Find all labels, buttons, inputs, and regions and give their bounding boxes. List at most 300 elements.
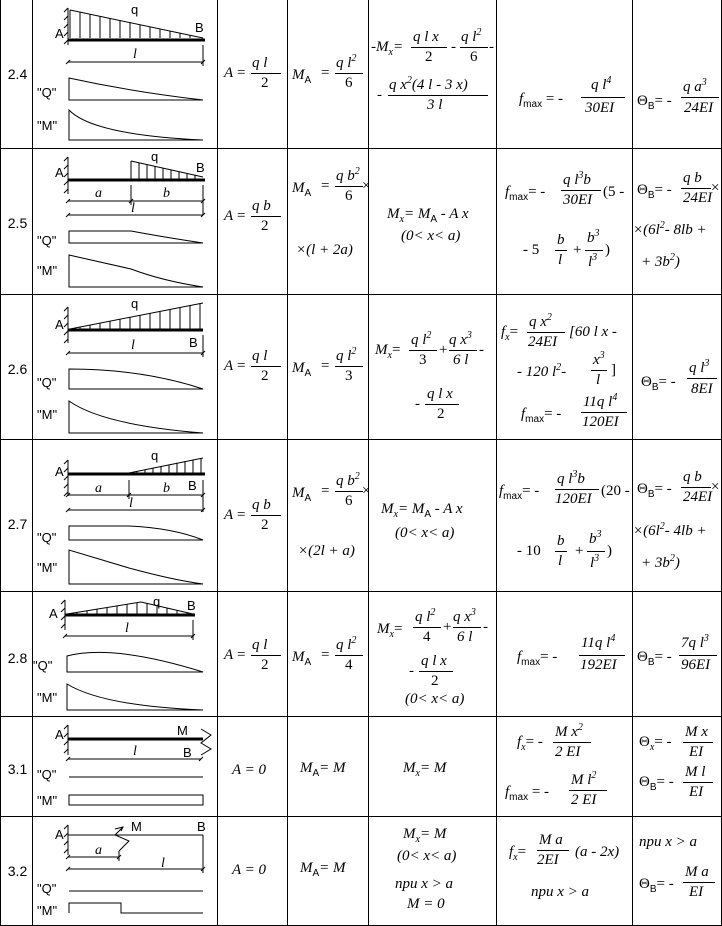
rotation-line1: при x > a bbox=[639, 834, 698, 850]
frac-num: x bbox=[593, 352, 600, 368]
section-moment-sub: x bbox=[415, 834, 420, 845]
fixed-moment-cell bbox=[288, 717, 369, 816]
deflection-sub: x bbox=[521, 742, 526, 753]
deflection-den: 192EI bbox=[580, 657, 617, 673]
end-label-b: B bbox=[183, 745, 192, 760]
deflection-line2: при x > a bbox=[531, 884, 590, 900]
reaction-cell: A = q b 2 bbox=[218, 149, 288, 294]
segment-a-label: a bbox=[95, 481, 102, 496]
section-line3: при x > a bbox=[395, 876, 454, 892]
deflection-num: 11q l bbox=[581, 635, 611, 651]
row-number: 2.4 bbox=[7, 66, 28, 82]
deflection-max-sub: max bbox=[509, 792, 529, 803]
deflection-max-lhs: f bbox=[521, 406, 526, 422]
beam-diagram-cell bbox=[33, 295, 218, 439]
section-moment-lhs: -M bbox=[371, 39, 389, 55]
moment-lhs-sub: A bbox=[304, 75, 312, 86]
section-moment-rhs: = M bbox=[419, 826, 447, 842]
moment-diagram bbox=[69, 110, 203, 140]
section-moment-sub: x bbox=[399, 214, 404, 225]
term1-num: q l x bbox=[413, 29, 439, 45]
span-dimension bbox=[63, 620, 195, 640]
moment-sup: 2 bbox=[351, 635, 357, 646]
row-number: 3.2 bbox=[7, 863, 28, 879]
deflection-max-lhs: f bbox=[505, 784, 510, 800]
deflection-cell: $f_x=$ q $x^2$ 24EI [60 l x - - 120 $l^2-$ $x^3$ l ] $f_{max}=$ - 11q $l^4$ 120EI bbox=[497, 295, 633, 439]
section-moment-sub: x bbox=[389, 629, 394, 640]
table-row bbox=[0, 295, 722, 440]
moment-lhs-sub: A bbox=[304, 493, 312, 504]
shear-diagram bbox=[69, 231, 203, 243]
support-label-a: A bbox=[55, 317, 64, 332]
section-moment-rhs: = M bbox=[397, 501, 425, 517]
shear-diagram bbox=[67, 652, 203, 672]
load-label: q bbox=[153, 594, 161, 609]
rotation-lhs2: Θ bbox=[639, 774, 650, 790]
section-condition: (0< x< a) bbox=[395, 525, 455, 541]
span-label: l bbox=[129, 496, 133, 511]
section-moment-sub: x bbox=[387, 350, 392, 361]
moment-diagram bbox=[69, 401, 203, 433]
term1-sup: 2 bbox=[430, 607, 436, 618]
line2-num-sup: 2 bbox=[406, 75, 412, 86]
segment-dimension bbox=[66, 185, 205, 217]
term1-num: q l bbox=[411, 332, 427, 348]
section-moment-lhs: M bbox=[381, 501, 394, 517]
rotation-den: 24EI bbox=[683, 489, 713, 505]
end-label-b: B bbox=[196, 160, 205, 175]
beam-diagram-cell bbox=[33, 592, 218, 716]
deflection-bracket: [60 l x - bbox=[569, 324, 617, 340]
rotation-sub: B bbox=[647, 489, 655, 500]
section-moment-rhs-sub: A bbox=[430, 214, 437, 225]
deflection-num-sup: 4 bbox=[610, 633, 616, 644]
segment-a-label: a bbox=[95, 843, 102, 858]
moment-diagram bbox=[69, 255, 203, 287]
deflection-tail: (20 - bbox=[601, 483, 630, 499]
table-row bbox=[0, 149, 722, 295]
deflection-cell: $f_{max}=$ - q $l^3b$ 30EI (5 - - 5 b l + $b^3$ $l^3$ ) bbox=[497, 149, 633, 294]
deflection-den: 30EI bbox=[585, 100, 615, 116]
term1-den: 4 bbox=[423, 629, 431, 645]
deflection-den: 2EI bbox=[537, 852, 559, 868]
section-moment-tail: - A x bbox=[440, 206, 469, 222]
shear-diagram-label: "Q" bbox=[37, 767, 57, 782]
moment-sup: 2 bbox=[351, 53, 357, 64]
fixed-moment-cell: $M_A$ = q $l^2$ 3 bbox=[288, 295, 369, 439]
reaction-num: q l bbox=[252, 637, 268, 653]
deflection-sub: max bbox=[509, 192, 529, 203]
rotation-tail: × bbox=[711, 479, 720, 495]
rotation-lhs: Θ bbox=[637, 649, 648, 665]
rotation-den: 24EI bbox=[683, 190, 713, 206]
deflection-num-rest: b bbox=[577, 471, 585, 487]
beam-diagram bbox=[33, 440, 218, 592]
rotation-tail: × bbox=[711, 180, 720, 196]
section-moment-cell bbox=[369, 149, 497, 294]
reaction-den: 2 bbox=[261, 75, 269, 91]
rotation-lhs: Θ bbox=[637, 481, 648, 497]
section-moment-sub: x bbox=[415, 768, 420, 779]
section-moment-cell: $M_x=$ q $l^2$ 4 + q $x^3$ 6 l - - q l x 2 (0< x< a) bbox=[369, 592, 497, 716]
rotation-line3-rest: ) bbox=[674, 254, 680, 270]
rotation-cell: при x > a $\Theta_B=$ - M a EI bbox=[633, 817, 722, 925]
rotation-line2-rest: - 8lb + bbox=[664, 222, 707, 238]
beam-diagram bbox=[33, 817, 218, 926]
deflection-cell: $f_{max}=$ - 11q $l^4$ 192EI bbox=[497, 592, 633, 716]
rotation-lhs: Θ bbox=[639, 734, 650, 750]
span-label: l bbox=[133, 744, 137, 759]
section-line4: M = 0 bbox=[407, 896, 445, 912]
deflection-num-sup: 2 bbox=[546, 312, 552, 323]
line2-num: q l x bbox=[421, 653, 447, 669]
section-moment-cell: $-M_x=$ q l x 2 - q $l^2$ 6 - - q $x^2(4$ l - 3 x) 3 l bbox=[369, 0, 497, 148]
reaction-cell bbox=[218, 817, 288, 925]
fixed-support-hatch bbox=[61, 600, 65, 630]
deflection-max-sub: max bbox=[525, 414, 545, 425]
section-moment-rhs: = M bbox=[403, 206, 431, 222]
deflection-sub: max bbox=[503, 491, 523, 502]
deflection-lhs: f bbox=[517, 734, 522, 750]
end-label-b: B bbox=[187, 598, 196, 613]
rotation-den: 96EI bbox=[681, 657, 711, 673]
moment-diagram-label: "M" bbox=[37, 263, 58, 278]
load-label: q bbox=[131, 296, 139, 311]
section-moment-sub: x bbox=[393, 509, 398, 520]
reaction-lhs: A bbox=[224, 358, 234, 374]
frac-den: l bbox=[596, 372, 601, 388]
shear-diagram-label: "Q" bbox=[37, 881, 57, 896]
deflection-lhs: f bbox=[519, 91, 524, 107]
deflection-close: ) bbox=[605, 242, 610, 258]
deflection-lhs: f bbox=[499, 483, 504, 499]
beam-diagram-cell bbox=[33, 0, 218, 148]
deflection-max-sup: 4 bbox=[612, 392, 618, 403]
moment-sup: 2 bbox=[351, 346, 357, 357]
moment-line2: ×(l + 2a) bbox=[296, 242, 353, 258]
deflection-line2: - 5 bbox=[523, 242, 540, 258]
moment-lhs-sub: A bbox=[312, 768, 320, 779]
moment-lhs-sub: A bbox=[304, 657, 312, 668]
deflection-line2-rest: - bbox=[561, 364, 567, 380]
moment-lhs-sub: A bbox=[304, 368, 312, 379]
deflection-sub: max bbox=[523, 99, 543, 110]
beam-diagram bbox=[33, 149, 218, 295]
distributed-load bbox=[129, 458, 203, 473]
rotation-sub: B bbox=[647, 101, 655, 112]
moment-diagram-label: "M" bbox=[37, 407, 58, 422]
rotation-num: M a bbox=[685, 864, 709, 880]
reaction-cell: A = q b 2 bbox=[218, 440, 288, 591]
section-moment-lhs: M bbox=[377, 621, 390, 637]
load-label: q bbox=[131, 2, 139, 17]
section-moment-cell bbox=[369, 717, 497, 816]
deflection-line2-sup: 2 bbox=[556, 362, 562, 373]
rotation-line3-sup: 2 bbox=[669, 553, 675, 564]
rotation-lhs: Θ bbox=[637, 93, 648, 109]
rotation-lhs: Θ bbox=[637, 182, 648, 198]
rotation-den: 8EI bbox=[691, 381, 713, 397]
fixed-moment-cell: $M_A$ = q $b^2$ 6 × ×(l + 2a) bbox=[288, 149, 369, 294]
reaction-lhs: A bbox=[224, 507, 234, 523]
rotation-cell: $\Theta_B=$ - q b 24EI × $\times(6l^2-$ 8lb + + $3b^2$) bbox=[633, 149, 722, 294]
support-label-a: A bbox=[55, 26, 64, 41]
line2-den: 2 bbox=[431, 673, 439, 689]
segment-a-label: a bbox=[95, 186, 102, 201]
rotation-line3-sup: 2 bbox=[669, 252, 675, 263]
moment-diagram bbox=[69, 795, 203, 805]
frac2-den: l bbox=[590, 555, 595, 571]
moment-num: q l bbox=[336, 637, 352, 653]
rotation-den2: EI bbox=[689, 784, 704, 800]
fixed-support-hatch bbox=[64, 307, 68, 343]
rotation-den: EI bbox=[689, 744, 704, 760]
section-moment-rhs: = M bbox=[419, 760, 447, 776]
frac1-den: l bbox=[558, 252, 563, 268]
section-condition: (0< x< a) bbox=[397, 848, 457, 864]
rotation-num: q a bbox=[683, 79, 702, 95]
row-number-cell bbox=[0, 149, 33, 294]
span-label: l bbox=[161, 856, 165, 871]
rotation-num-sup: 3 bbox=[703, 633, 709, 644]
term1-num: q l bbox=[415, 609, 431, 625]
deflection-max-den: 2 EI bbox=[571, 792, 597, 808]
section-moment-sub: x bbox=[388, 47, 393, 58]
deflection-num-sup: 3 bbox=[572, 469, 578, 480]
fixed-moment-cell: $M_A$ = q $l^2$ 6 bbox=[288, 0, 369, 148]
frac1-num: b bbox=[557, 232, 565, 248]
moment-diagram-label: "M" bbox=[37, 690, 58, 705]
deflection-line2: - 10 bbox=[517, 543, 541, 559]
moment-den: 3 bbox=[345, 368, 353, 384]
deflection-num: q l bbox=[563, 172, 579, 188]
deflection-cell: $f_{max}=$ - q $l^3b$ 120EI (20 - - 10 b l + $b^3$ $l^3$ ) bbox=[497, 440, 633, 591]
beam-diagram bbox=[33, 0, 218, 149]
reaction-lhs: A bbox=[224, 208, 234, 224]
table-row bbox=[0, 817, 722, 926]
moment-den: 6 bbox=[345, 493, 353, 509]
section-moment-lhs: M bbox=[375, 342, 388, 358]
shear-diagram-label: "Q" bbox=[37, 530, 57, 545]
deflection-den: 2 EI bbox=[555, 744, 581, 760]
rotation-line3: + 3b bbox=[641, 254, 670, 270]
deflection-den: 30EI bbox=[563, 192, 593, 208]
deflection-max-den: 120EI bbox=[582, 414, 619, 430]
moment-sup: 2 bbox=[354, 471, 360, 482]
segment-b-label: b bbox=[163, 186, 170, 201]
rotation-line2: ×(6l bbox=[633, 523, 660, 539]
deflection-num: q l bbox=[591, 77, 607, 93]
fixed-support-hatch bbox=[64, 157, 68, 194]
term2-sup: 2 bbox=[476, 27, 482, 38]
frac2-den: l bbox=[588, 254, 593, 270]
rotation-sub2: B bbox=[649, 782, 657, 793]
row-number-cell bbox=[0, 592, 33, 716]
reaction-text: A = 0 bbox=[232, 862, 267, 878]
shear-diagram bbox=[69, 526, 203, 540]
frac2-num-sup: 3 bbox=[596, 529, 602, 540]
term2-den: 6 bbox=[470, 49, 478, 65]
deflection-cell: $f_{max}$ = - q $l^4$ 30EI bbox=[497, 0, 633, 148]
section-moment-cell bbox=[369, 817, 497, 925]
load-label: q bbox=[151, 149, 159, 164]
reaction-num: q l bbox=[252, 348, 268, 364]
row-number: 2.7 bbox=[7, 516, 28, 532]
deflection-num-sup: 4 bbox=[606, 75, 612, 86]
frac2-den-sup: 3 bbox=[594, 553, 600, 564]
segment-b-label: b bbox=[163, 481, 170, 496]
deflection-sub: x bbox=[505, 332, 510, 343]
reaction-lhs: A bbox=[224, 647, 234, 663]
section-moment-rhs-sub: A bbox=[424, 509, 431, 520]
fixed-support-hatch bbox=[64, 725, 68, 755]
rotation-lhs: Θ bbox=[639, 876, 650, 892]
row-number-cell bbox=[0, 440, 33, 591]
moment-line2: ×(2l + a) bbox=[298, 543, 355, 559]
row-number: 2.8 bbox=[7, 650, 28, 666]
rotation-cell: $\Theta_B=$ - q $l^3$ 8EI bbox=[633, 295, 722, 439]
rotation-sub: B bbox=[647, 657, 655, 668]
distributed-load bbox=[67, 602, 193, 614]
rotation-num2: M l bbox=[685, 764, 706, 780]
deflection-den: 24EI bbox=[528, 334, 558, 350]
moment-diagram-label: "M" bbox=[37, 118, 58, 133]
shear-diagram-label: "Q" bbox=[37, 375, 57, 390]
deflection-num: q l bbox=[557, 471, 573, 487]
rotation-num: q b bbox=[683, 170, 702, 186]
reaction-den: 2 bbox=[261, 218, 269, 234]
table-row bbox=[0, 592, 722, 717]
beam-diagram-cell bbox=[33, 149, 218, 294]
span-label: l bbox=[133, 47, 137, 62]
deflection-max-num: 11q l bbox=[583, 394, 613, 410]
moment-den: 4 bbox=[345, 657, 353, 673]
moment-diagram bbox=[69, 903, 203, 913]
reaction-cell bbox=[218, 717, 288, 816]
end-label-b: B bbox=[195, 20, 204, 35]
moment-sup: 2 bbox=[354, 166, 360, 177]
term2-num: q x bbox=[453, 609, 471, 625]
section-moment-lhs: M bbox=[387, 206, 400, 222]
row-number-cell bbox=[0, 0, 33, 148]
end-label-b: B bbox=[197, 819, 206, 834]
moment-diagram bbox=[69, 550, 203, 584]
moment-tail: × bbox=[362, 178, 371, 194]
fixed-support-hatch bbox=[64, 8, 68, 45]
span-label: l bbox=[125, 621, 129, 636]
deflection-den: 120EI bbox=[555, 491, 592, 507]
section-moment-cell bbox=[369, 440, 497, 591]
fixed-support-hatch bbox=[64, 825, 68, 855]
rotation-cell: $\Theta_x=$ - M x EI $\Theta_B=$ - M l EI bbox=[633, 717, 722, 816]
support-label-a: A bbox=[55, 727, 64, 742]
moment-diagram-label: "M" bbox=[37, 560, 58, 575]
line2-num: q l x bbox=[427, 386, 453, 402]
frac2-num: b bbox=[587, 230, 595, 246]
span-label: l bbox=[131, 338, 135, 353]
rotation-line3-rest: ) bbox=[674, 555, 680, 571]
moment-den: 6 bbox=[345, 75, 353, 91]
section-moment-cell: $M_x=$ q $l^2$ 3 + q $x^3$ 6 l - - q l x 2 bbox=[369, 295, 497, 439]
term2-sup: 3 bbox=[466, 330, 472, 341]
deflection-close: ] bbox=[611, 362, 616, 378]
frac2-den-sup: 3 bbox=[592, 252, 598, 263]
term2-den: 6 l bbox=[453, 352, 469, 368]
load-label: M bbox=[131, 819, 142, 834]
fixed-support-hatch bbox=[64, 460, 68, 496]
moment-lhs: M bbox=[292, 180, 305, 196]
moment-lhs: M bbox=[292, 485, 305, 501]
shear-diagram bbox=[69, 78, 203, 100]
moment-num: q l bbox=[336, 348, 352, 364]
beam-diagram bbox=[33, 295, 218, 440]
table-row bbox=[0, 717, 722, 817]
end-label-b: B bbox=[189, 335, 198, 350]
term2-sup: 3 bbox=[470, 607, 476, 618]
fixed-moment-cell bbox=[288, 817, 369, 925]
end-label-b: B bbox=[188, 478, 197, 493]
section-moment-lhs: M bbox=[403, 826, 416, 842]
deflection-num: M x bbox=[555, 724, 578, 740]
deflection-sub: max bbox=[521, 657, 541, 668]
deflection-max-num: M l bbox=[571, 772, 592, 788]
moment-diagram-label: "M" bbox=[37, 903, 58, 918]
rotation-den: 24EI bbox=[684, 100, 714, 116]
table-row bbox=[0, 440, 722, 592]
line2-num: q x bbox=[389, 77, 407, 93]
rotation-lhs: Θ bbox=[641, 374, 652, 390]
frac1-num: b bbox=[557, 533, 565, 549]
rotation-line3: + 3b bbox=[641, 555, 670, 571]
span-dimension bbox=[66, 335, 205, 357]
moment-diagram-label: "M" bbox=[37, 793, 58, 808]
distributed-load bbox=[131, 161, 203, 179]
section-moment-tail: - A x bbox=[434, 501, 463, 517]
rotation-num: M x bbox=[685, 724, 708, 740]
beam-diagram-cell bbox=[33, 717, 218, 816]
deflection-lhs: f bbox=[501, 324, 506, 340]
reaction-num: q b bbox=[252, 497, 271, 513]
moment-lhs: M bbox=[292, 67, 305, 83]
deflection-tail: (5 - bbox=[603, 184, 625, 200]
reaction-den: 2 bbox=[261, 517, 269, 533]
load-label: q bbox=[151, 448, 159, 463]
rotation-num: q l bbox=[689, 360, 705, 376]
rotation-cell: $\Theta_B=$ - 7q $l^3$ 96EI bbox=[633, 592, 722, 716]
rotation-num: q b bbox=[683, 469, 702, 485]
rotation-num-sup: 3 bbox=[701, 77, 707, 88]
reaction-num: q b bbox=[252, 198, 271, 214]
fixed-moment-cell: $M_A$ = q $b^2$ 6 × ×(2l + a) bbox=[288, 440, 369, 591]
moment-num: q b bbox=[336, 473, 355, 489]
support-label-a: A bbox=[55, 464, 64, 479]
reaction-den: 2 bbox=[261, 368, 269, 384]
shear-diagram-label: "Q" bbox=[33, 658, 53, 673]
moment-lhs: M bbox=[292, 649, 305, 665]
deflection-max-sup: 2 bbox=[591, 770, 597, 781]
term1-den: 2 bbox=[425, 49, 433, 65]
reaction-text: A = 0 bbox=[232, 762, 267, 778]
load-label: M bbox=[177, 723, 188, 738]
deflection-num: q x bbox=[529, 314, 547, 330]
rotation-num-sup: 3 bbox=[704, 358, 710, 369]
support-label-a: A bbox=[55, 165, 64, 180]
moment-lhs: M bbox=[300, 860, 313, 876]
deflection-lhs: f bbox=[505, 184, 510, 200]
row-number: 2.5 bbox=[7, 215, 28, 231]
term2-num: q x bbox=[449, 332, 467, 348]
rotation-num: 7q l bbox=[681, 635, 704, 651]
